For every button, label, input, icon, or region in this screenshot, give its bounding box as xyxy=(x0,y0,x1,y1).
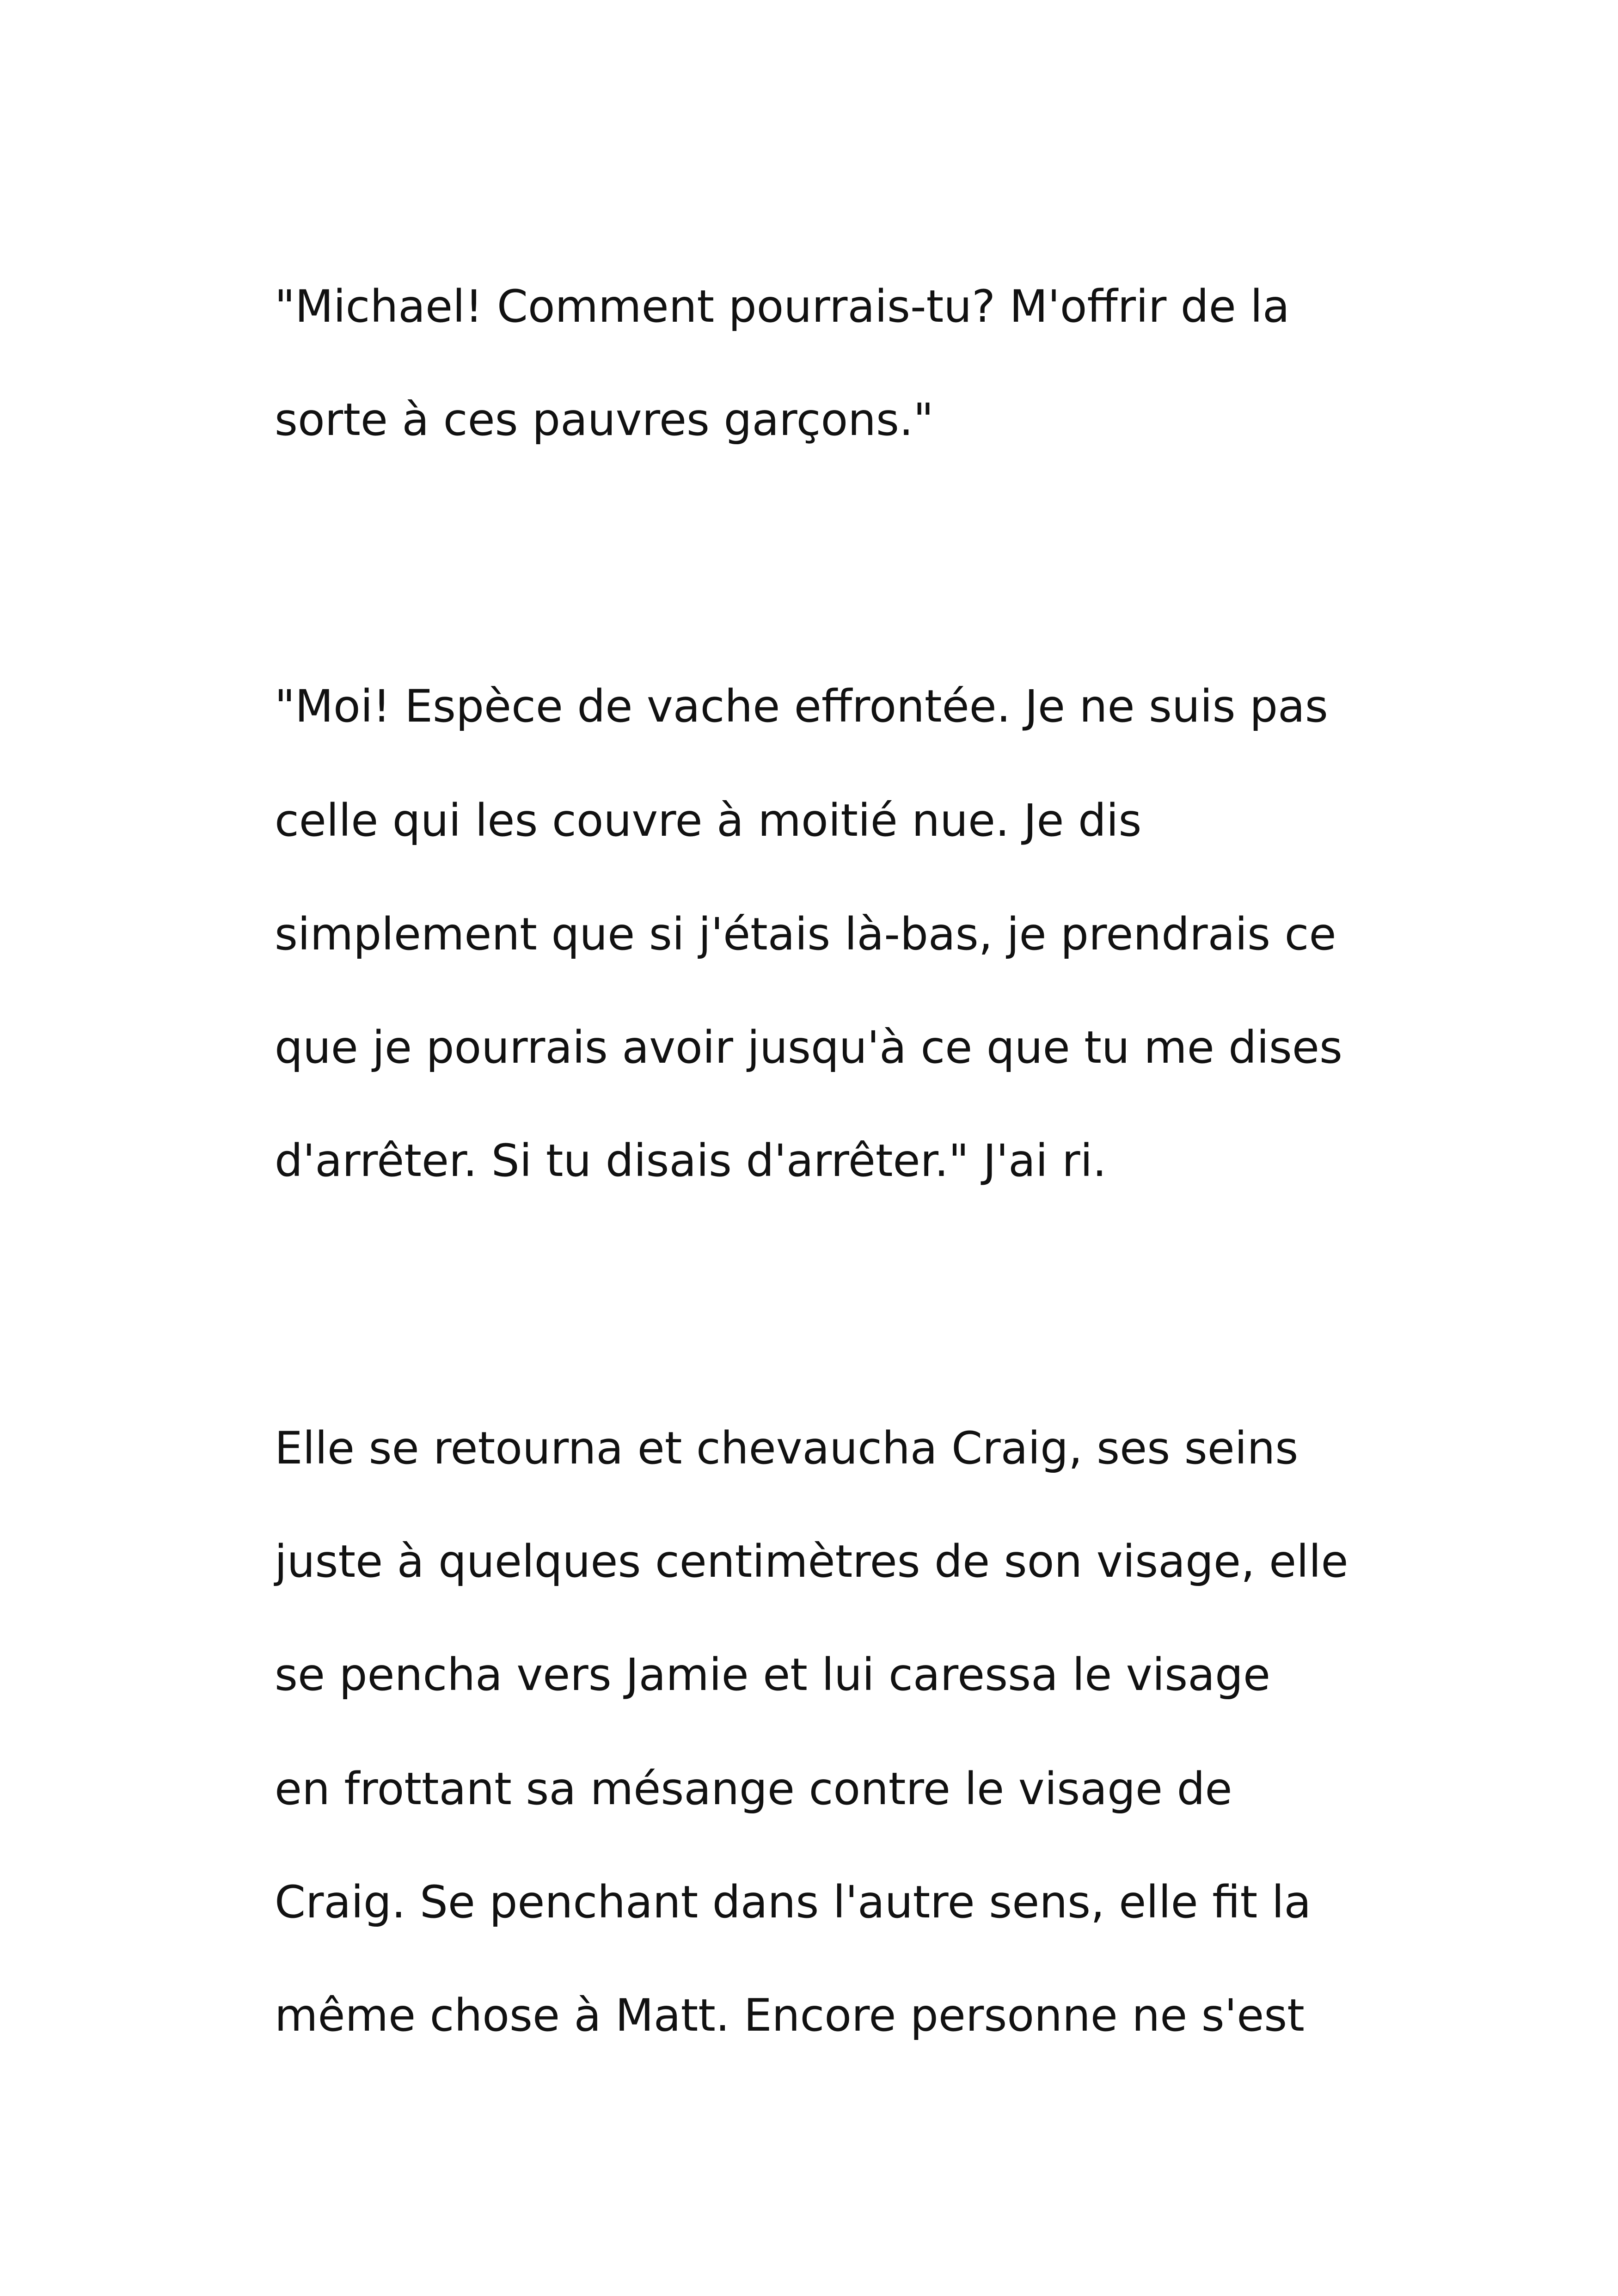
text-line: d'arrêter. Si tu disais d'arrêter." J'ai ri. xyxy=(275,1135,1107,1187)
text-line: simplement que si j'étais là-bas, je prendrais ce xyxy=(275,908,1336,960)
text-line: celle qui les couvre à moitié nue. Je dis xyxy=(275,795,1142,846)
text-line: "Moi! Espèce de vache effrontée. Je ne suis pas xyxy=(275,680,1328,732)
text-line: "Michael! Comment pourrais-tu? M'offrir de la xyxy=(275,281,1290,332)
text-line: sorte à ces pauvres garçons." xyxy=(275,394,934,446)
text-line: juste à quelques centimètres de son visage, elle xyxy=(275,1536,1348,1587)
text-line: même chose à Matt. Encore personne ne s'est xyxy=(275,1990,1305,2041)
text-line: que je pourrais avoir jusqu'à ce que tu me dises xyxy=(275,1022,1342,1073)
text-line: se pencha vers Jamie et lui caressa le visage xyxy=(275,1649,1271,1701)
text-line: Elle se retourna et chevaucha Craig, ses seins xyxy=(275,1422,1299,1474)
text-line: en frottant sa mésange contre le visage de xyxy=(275,1763,1232,1815)
text-line: Craig. Se penchant dans l'autre sens, elle fit la xyxy=(275,1876,1312,1928)
